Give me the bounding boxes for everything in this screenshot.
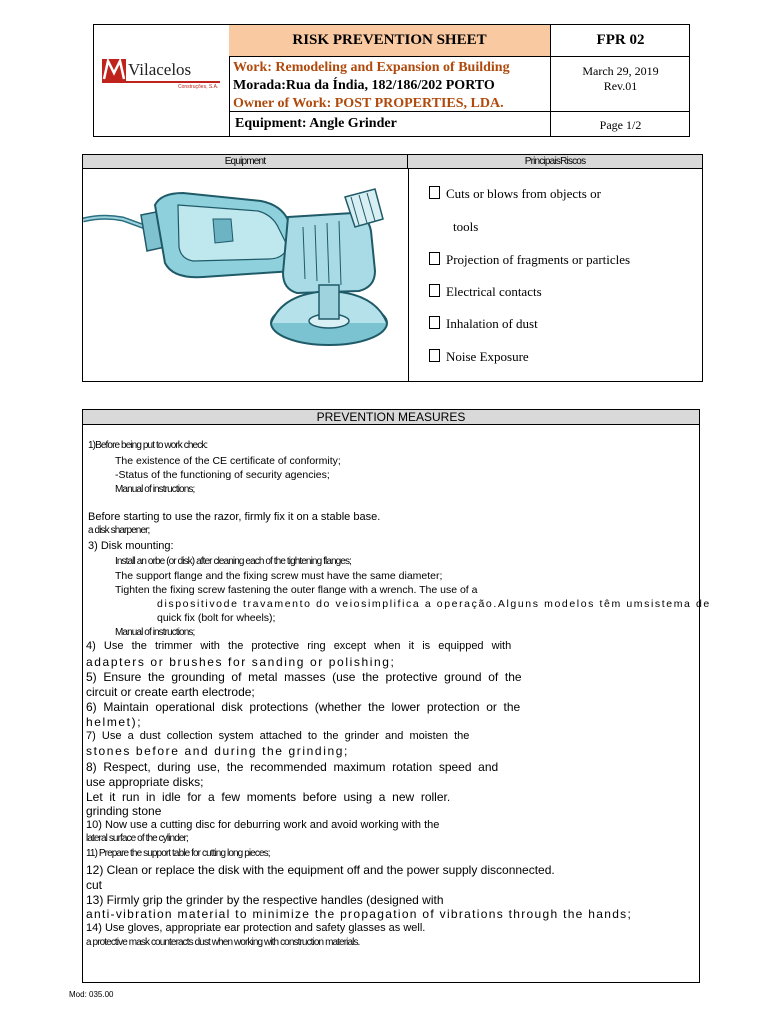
logo-cell [94,25,230,136]
measure-line: 4) Use the trimmer with the protective ring except when it is equipped with [86,640,512,652]
checkbox-icon [429,316,440,329]
measure-line: 10) Now use a cutting disc for deburring work and avoid working with the [86,819,440,831]
measure-line: Let it run in idle for a few moments before using a new roller. [86,790,451,804]
equipment-risk-table [82,154,703,382]
sheet-code: FPR 02 [551,25,690,57]
measure-line: a protective mask counteracts dust when working with construction materials. [86,937,360,948]
work-owner: Owner of Work: POST PROPERTIES, LDA. [233,96,504,111]
prevention-measures-header: PREVENTION MEASURES [83,410,699,425]
column-divider [408,169,409,381]
measure-line: The existence of the CE certificate of conformity; [115,455,341,467]
measure-line: 3) Disk mounting: [88,540,174,552]
date-revision [551,57,690,112]
measure-line: dispositivode travamento do veiosimplifica a operação.Alguns modelos têm umsistema de [157,598,711,610]
measure-line: Install an orbe (or disk) after cleaning each of the tightening flanges; [115,556,351,567]
measure-line: 12) Clean or replace the disk with the equipment off and the power supply disconnected. [86,863,555,877]
measure-line: Tighten the fixing screw fastening the outer flange with a wrench. The use of a [115,584,478,596]
page-number: Page 1/2 [599,118,642,132]
measure-line: helmet); [86,715,143,729]
measure-line: Before starting to use the razor, firmly fix it on a stable base. [88,511,381,523]
measure-line: use appropriate disks; [86,775,204,789]
measure-line: 8) Respect, during use, the recommended maximum rotation speed and [86,760,499,774]
risk-item-noise: Noise Exposure [429,349,529,365]
measure-line: grinding stone [86,804,162,818]
measure-line: quick fix (bolt for wheels); [157,612,276,624]
measure-line: adapters or brushes for sanding or polishing; [86,655,396,669]
checkbox-icon [429,349,440,362]
logo-underline [102,81,220,83]
risk-item-dust: Inhalation of dust [429,316,538,332]
checkbox-icon [429,186,440,199]
equipment-column-header: Equipment [83,155,408,169]
measure-line: 1)Before being put to work check: [88,440,208,451]
work-info [229,57,551,112]
angle-grinder-illustration [83,175,398,365]
header-table [93,24,690,137]
form-model-number: Mod: 035.00 [69,990,114,999]
company-logo-mark [102,59,126,81]
measure-line: stones before and during the grinding; [86,744,349,758]
sheet-date: March 29, 2019 [582,64,659,78]
company-logo-subtitle: Construções, S.A. [178,84,219,90]
measure-line: a disk sharpener; [88,525,150,536]
sheet-title: RISK PREVENTION SHEET [229,25,551,57]
measure-line: 13) Firmly grip the grinder by the respective handles (designed with [86,893,444,907]
measure-line: -Status of the functioning of security agencies; [115,469,330,481]
measure-line: Manual of instructions; [115,627,195,638]
company-logo-text: Vilacelos [128,60,192,79]
work-description: Work: Remodeling and Expansion of Building [233,60,510,75]
measure-line: cut [86,878,103,892]
sheet-revision: Rev.01 [603,79,638,93]
measure-line: anti-vibration material to minimize the propagation of vibrations through the hands; [86,907,633,921]
measure-line: Manual of instructions; [115,484,195,495]
measure-line: 7) Use a dust collection system attached to the grinder and moisten the [86,730,470,742]
equipment-name: Equipment: Angle Grinder [229,112,551,136]
work-address: Morada:Rua da Índia, 182/186/202 PORTO [233,78,495,93]
measure-line: circuit or create earth electrode; [86,685,255,699]
measure-line: 5) Ensure the grounding of metal masses (use the protective ground of the [86,670,522,684]
risks-column-header: PrincipaisRiscos [408,155,702,169]
measure-line: 11) Prepare the support table for cutting long pieces; [86,848,270,859]
risk-item-electrical: Electrical contacts [429,284,542,300]
measure-line: The support flange and the fixing screw must have the same diameter; [115,570,443,582]
measure-line: 14) Use gloves, appropriate ear protection and safety glasses as well. [86,922,426,934]
risk-item-projection: Projection of fragments or particles [429,252,630,268]
risk-item-cuts-continued: tools [453,219,479,234]
measure-line: 6) Maintain operational disk protections (whether the lower protection or the [86,700,521,714]
measure-line: lateral surface of the cylinder; [86,833,188,844]
checkbox-icon [429,252,440,265]
checkbox-icon [429,284,440,297]
risk-item-cuts: Cuts or blows from objects or [429,186,601,202]
